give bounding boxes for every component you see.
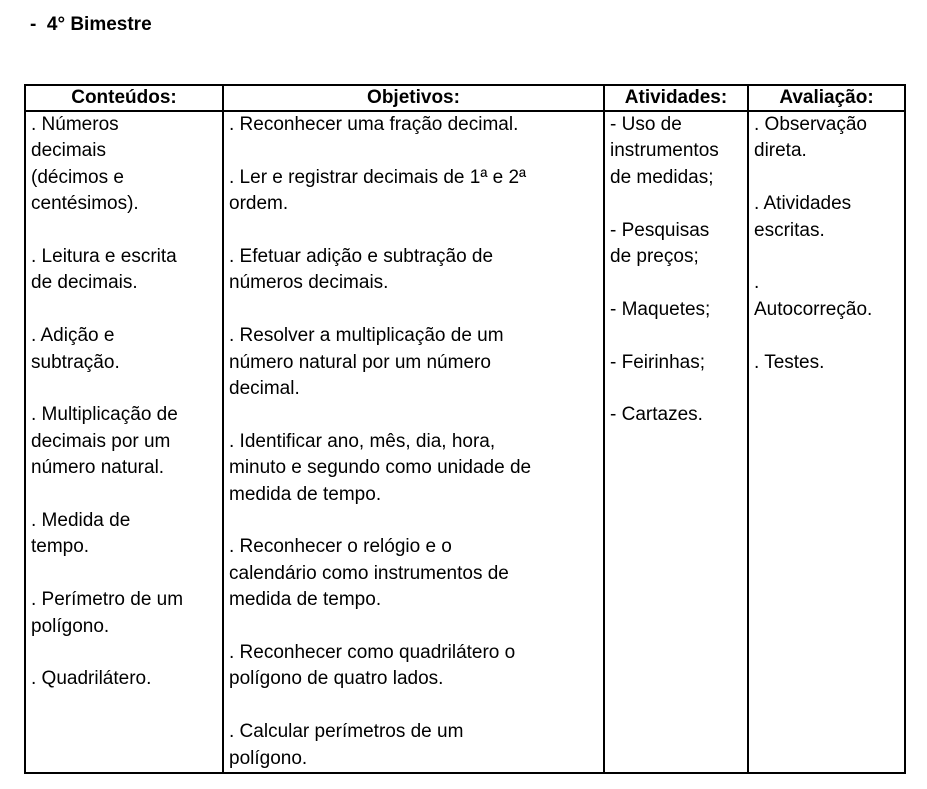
objetivo-item: . Reconhecer como quadrilátero o polígono de quatro lados.: [229, 642, 516, 690]
conteudo-item: . Leitura e escrita de decimais.: [31, 246, 177, 294]
conteudo-item: . Perímetro de um polígono.: [31, 589, 184, 637]
conteudo-item: . Multiplicação de decimais por um número natural.: [31, 404, 178, 479]
objetivo-item: . Resolver a multiplicação de um número natural por um número decimal.: [229, 325, 504, 400]
avaliacao-item: . Autocorreção.: [754, 272, 873, 320]
conteudo-item: . Números decimais (décimos e centésimos).: [31, 114, 139, 215]
table-header-row: [25, 85, 905, 111]
conteudo-item: . Medida de tempo.: [31, 510, 131, 558]
header-objetivos: Objetivos:: [223, 85, 604, 111]
atividade-item: - Cartazes.: [610, 404, 703, 426]
objetivo-item: . Calcular perímetros de um polígono.: [229, 721, 464, 769]
objetivo-item: . Efetuar adição e subtração de números decimais.: [229, 246, 494, 294]
atividade-item: - Maquetes;: [610, 298, 711, 320]
objetivo-item: . Identificar ano, mês, dia, hora, minuto e segundo como unidade de medida de tempo.: [229, 430, 532, 505]
atividade-item: - Pesquisas de preços;: [610, 219, 710, 268]
objetivo-item: . Ler e registrar decimais de 1ª e 2ª ordem.: [229, 166, 527, 215]
header-conteudos: Conteúdos:: [25, 85, 223, 111]
cell-avaliacao: [748, 111, 905, 773]
objetivo-item: . Reconhecer uma fração decimal.: [229, 114, 519, 135]
table-row: [25, 111, 905, 773]
header-atividades: Atividades:: [604, 85, 748, 111]
header-avaliacao: Avaliação:: [748, 85, 905, 111]
page-heading: - 4° Bimestre: [30, 14, 152, 35]
atividade-item: - Feirinhas;: [610, 351, 706, 373]
cell-atividades: [604, 111, 748, 773]
cell-conteudos: [25, 111, 223, 773]
cell-objetivos: [223, 111, 604, 773]
atividade-item: - Uso de instrumentos de medidas;: [610, 114, 719, 188]
avaliacao-item: . Testes.: [754, 351, 825, 373]
objetivo-item: . Reconhecer o relógio e o calendário como instrumentos de medida de tempo.: [229, 536, 509, 611]
avaliacao-item: . Atividades escritas.: [754, 193, 852, 241]
avaliacao-item: . Observação direta.: [754, 114, 867, 162]
lesson-plan-table: [24, 84, 906, 774]
conteudo-item: . Adição e subtração.: [31, 325, 120, 373]
conteudo-item: . Quadrilátero.: [31, 668, 152, 690]
